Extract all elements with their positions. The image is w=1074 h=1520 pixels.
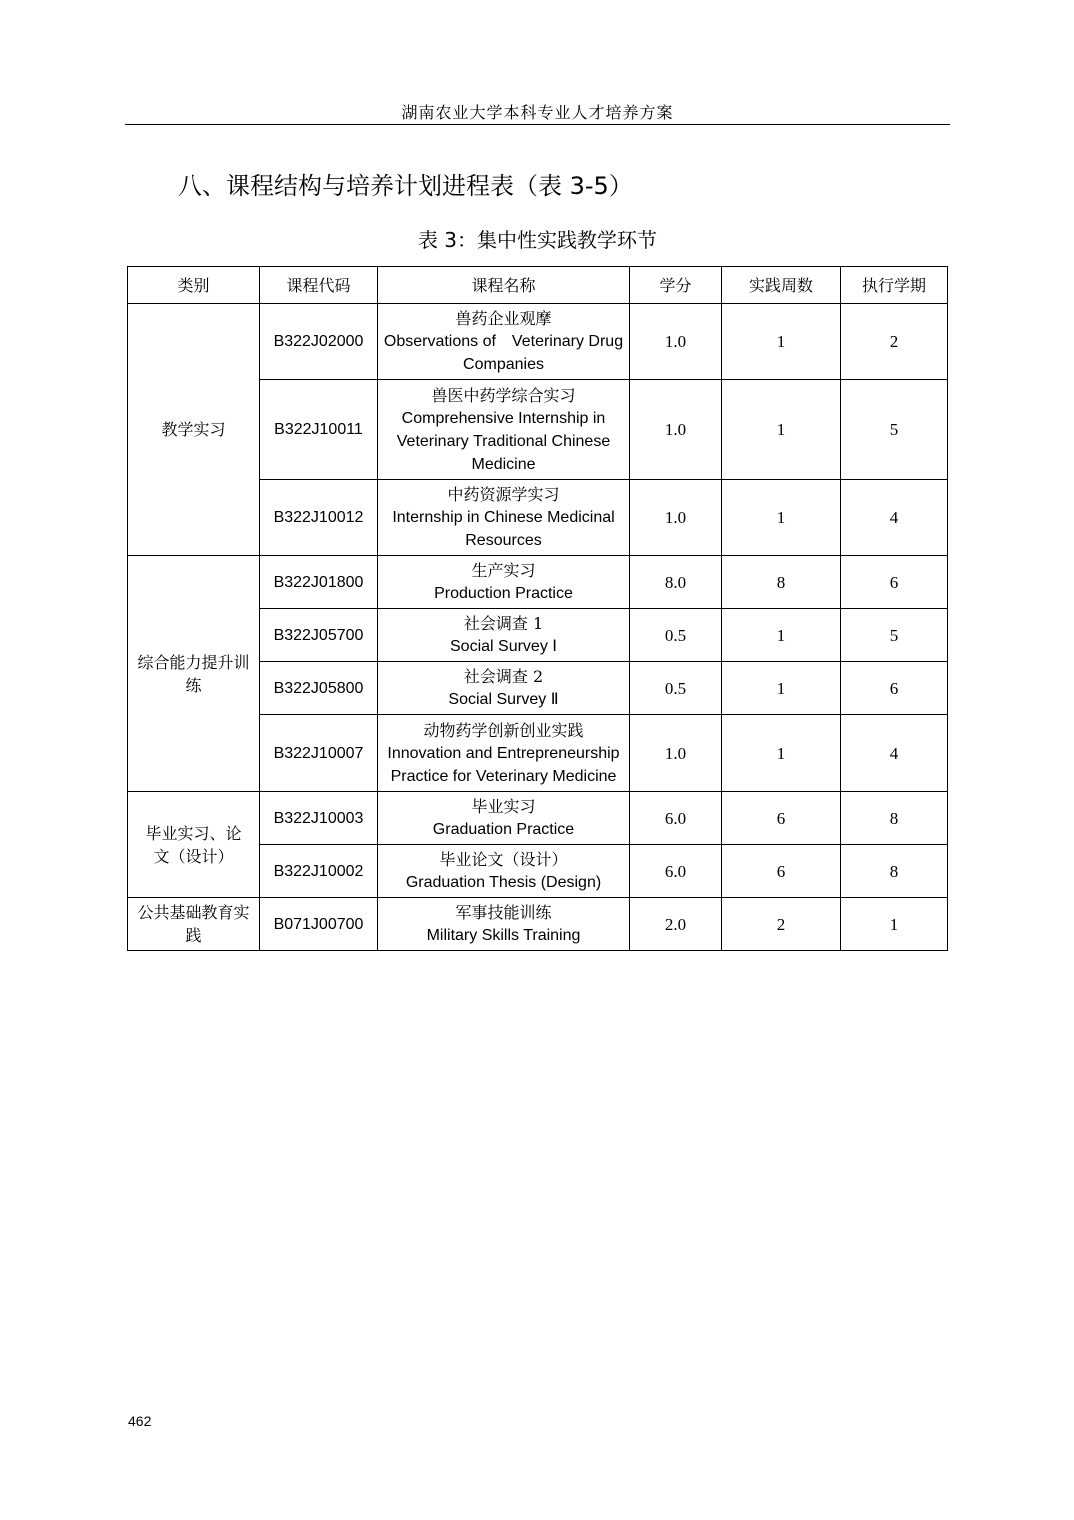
course-code: B322J05800 xyxy=(260,662,378,715)
course-weeks: 1 xyxy=(722,304,841,380)
course-weeks: 1 xyxy=(722,380,841,480)
course-name xyxy=(378,380,630,480)
course-name xyxy=(378,556,630,609)
course-weeks: 6 xyxy=(722,845,841,898)
course-semester: 4 xyxy=(841,715,948,792)
course-semester: 4 xyxy=(841,480,948,556)
course-credit: 6.0 xyxy=(630,792,722,845)
category-cell: 综合能力提升训练 xyxy=(128,556,260,792)
page-number: 462 xyxy=(128,1413,152,1429)
course-credit: 1.0 xyxy=(630,480,722,556)
table-row xyxy=(128,304,948,380)
course-name-cn: 兽药企业观摩 xyxy=(455,309,552,328)
course-name xyxy=(378,845,630,898)
course-semester: 6 xyxy=(841,556,948,609)
course-name-en: Internship in Chinese Medicinal Resources xyxy=(392,509,615,549)
course-name-en: Innovation and Entrepreneurship Practice for Veterinary Medicine xyxy=(387,744,620,785)
course-credit: 2.0 xyxy=(630,898,722,951)
category-cell: 公共基础教育实践 xyxy=(128,898,260,951)
table-row xyxy=(128,898,948,951)
course-name xyxy=(378,792,630,845)
course-credit: 0.5 xyxy=(630,609,722,662)
course-weeks: 1 xyxy=(722,715,841,792)
course-code: B322J05700 xyxy=(260,609,378,662)
course-name-cn: 军事技能训练 xyxy=(455,903,552,922)
course-semester: 6 xyxy=(841,662,948,715)
course-name-cn: 兽医中药学综合实习 xyxy=(431,385,576,405)
column-header-weeks: 实践周数 xyxy=(722,267,841,304)
table-title: 表 3：集中性实践教学环节 xyxy=(417,228,658,252)
course-semester: 2 xyxy=(841,304,948,380)
course-credit: 1.0 xyxy=(630,715,722,792)
practice-table xyxy=(127,266,948,951)
course-code: B322J01800 xyxy=(260,556,378,609)
course-name-cn: 社会调查 2 xyxy=(463,667,544,686)
column-header-code: 课程代码 xyxy=(260,267,378,304)
section-title: 八、课程结构与培养计划进程表（表 3-5） xyxy=(178,172,633,200)
course-name-cn: 毕业论文（设计） xyxy=(439,850,568,869)
course-credit: 0.5 xyxy=(630,662,722,715)
table-header-row xyxy=(128,267,948,304)
course-name-en: Observations of Veterinary Drug Companies xyxy=(383,333,640,373)
course-weeks: 1 xyxy=(722,609,841,662)
course-name-cn: 社会调查 1 xyxy=(463,614,544,633)
course-name xyxy=(378,609,630,662)
course-credit: 6.0 xyxy=(630,845,722,898)
course-name-en: Social Survey Ⅱ xyxy=(448,691,559,708)
course-code: B322J10011 xyxy=(260,380,378,480)
course-name-cn: 毕业实习 xyxy=(471,797,536,816)
course-name-en: Graduation Practice xyxy=(432,821,575,838)
course-semester: 1 xyxy=(841,898,948,951)
course-code: B322J10012 xyxy=(260,480,378,556)
course-name-cn: 生产实习 xyxy=(471,561,536,580)
course-weeks: 1 xyxy=(722,480,841,556)
table-row xyxy=(128,792,948,845)
course-credit: 1.0 xyxy=(630,380,722,480)
course-code: B322J02000 xyxy=(260,304,378,380)
course-code: B322J10003 xyxy=(260,792,378,845)
column-header-name: 课程名称 xyxy=(378,267,630,304)
column-header-credit: 学分 xyxy=(630,267,722,304)
course-name xyxy=(378,898,630,951)
course-name-en: Production Practice xyxy=(434,585,573,602)
course-semester: 8 xyxy=(841,792,948,845)
course-name-cn: 中药资源学实习 xyxy=(447,485,560,504)
course-weeks: 2 xyxy=(722,898,841,951)
course-credit: 8.0 xyxy=(630,556,722,609)
column-header-category: 类别 xyxy=(128,267,260,304)
category-cell: 教学实习 xyxy=(128,304,260,556)
course-code: B071J00700 xyxy=(260,898,378,951)
course-name-en: Military Skills Training xyxy=(426,927,581,944)
course-name xyxy=(378,480,630,556)
course-name-en: Graduation Thesis (Design) xyxy=(405,874,602,891)
course-semester: 8 xyxy=(841,845,948,898)
course-name xyxy=(378,715,630,792)
course-name-en: Comprehensive Internship in Veterinary Traditional Chinese Medicine xyxy=(396,409,611,473)
category-cell: 毕业实习、论文（设计） xyxy=(128,792,260,898)
course-weeks: 6 xyxy=(722,792,841,845)
column-header-semester: 执行学期 xyxy=(841,267,948,304)
course-semester: 5 xyxy=(841,380,948,480)
course-code: B322J10002 xyxy=(260,845,378,898)
course-credit: 1.0 xyxy=(630,304,722,380)
course-weeks: 8 xyxy=(722,556,841,609)
course-name-cn: 动物药学创新创业实践 xyxy=(423,720,584,740)
course-name xyxy=(378,662,630,715)
course-semester: 5 xyxy=(841,609,948,662)
header-rule xyxy=(125,124,950,125)
course-weeks: 1 xyxy=(722,662,841,715)
table-row xyxy=(128,556,948,609)
course-name xyxy=(378,304,640,380)
course-name-en: Social Survey Ⅰ xyxy=(450,638,557,655)
course-code: B322J10007 xyxy=(260,715,378,792)
running-header: 湖南农业大学本科专业人才培养方案 xyxy=(401,103,674,122)
